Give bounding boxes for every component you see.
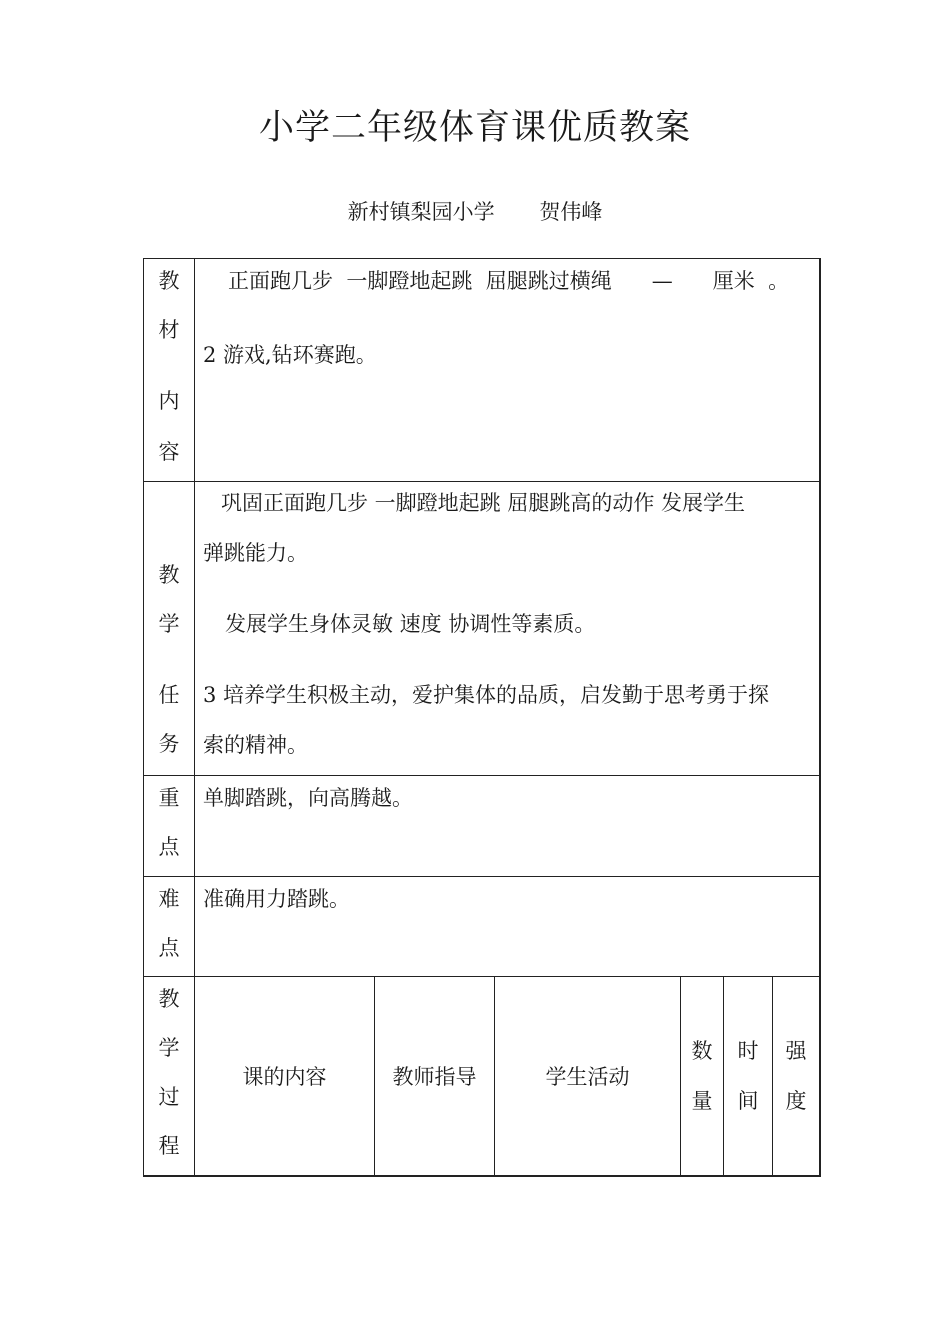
label-process: 教 学 过 程 [144,977,195,1175]
column-header-intensity: 强 度 [785,1038,807,1113]
row-key-point [144,776,819,877]
materials-content [195,259,819,481]
materials-line: 正面跑几步 一脚蹬地起跳 屈腿跳过横绳 — 厘米 。 [228,269,790,293]
tasks-line: 索的精神。 [203,733,308,757]
school-name: 新村镇梨园小学 [347,200,495,224]
row-difficulty [144,877,819,977]
difficulty-content: 准确用力踏跳。 [203,887,350,911]
materials-line: 2 游戏,钻环赛跑。 [203,343,377,367]
row-process [144,977,819,1177]
lesson-plan-table [143,258,821,1177]
label-materials: 教 材 内 容 [144,259,195,481]
tasks-line: 发展学生身体灵敏 速度 协调性等素质。 [225,612,596,636]
row-tasks [144,482,819,776]
column-header-content: 课的内容 [195,977,375,1175]
label-difficulty: 难 点 [144,877,195,976]
tasks-content [195,482,819,775]
tasks-line: 弹跳能力。 [203,541,308,565]
column-header-teacher: 教师指导 [375,977,495,1175]
teacher-name: 贺伟峰 [539,200,603,224]
label-tasks: 教 学 任 务 [144,482,195,775]
document-subtitle [0,196,950,226]
key-point-content: 单脚踏跳，向高腾越。 [203,786,413,810]
column-header-student: 学生活动 [495,977,681,1175]
label-key-point: 重 点 [144,776,195,876]
tasks-line: 巩固正面跑几步 一脚蹬地起跳 屈腿跳高的动作 发展学生 [221,491,746,515]
column-header-time: 时 间 [724,977,773,1175]
document-title: 小学二年级体育课优质教案 [258,108,691,148]
tasks-line: 3 培养学生积极主动，爱护集体的品质，启发勤于思考勇于探 [203,683,770,707]
column-header-quantity: 数 量 [681,977,724,1175]
row-materials [144,259,819,482]
